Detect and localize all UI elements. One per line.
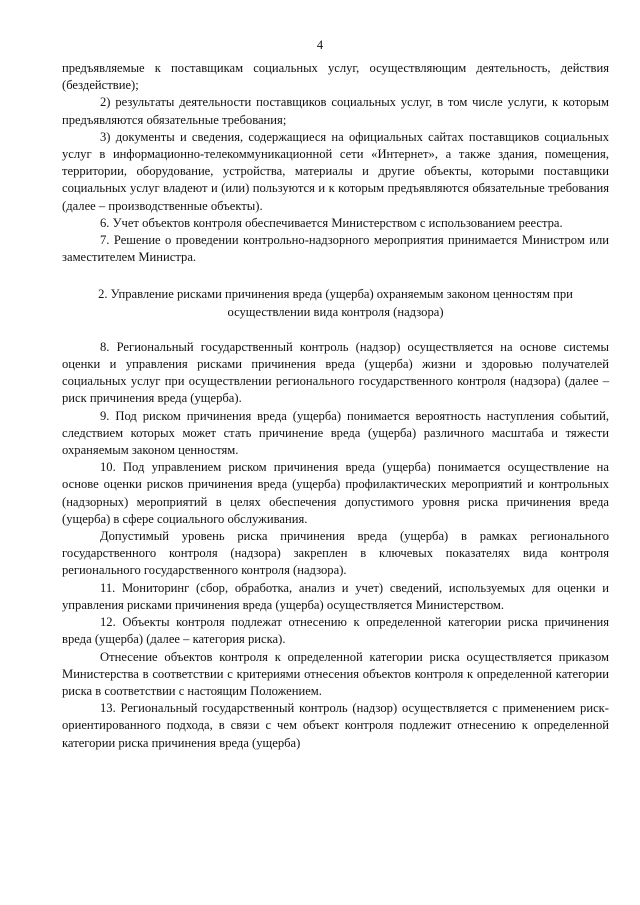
section-heading: 2. Управление рисками причинения вреда (ущерба) охраняемым законом ценностям при осуществлении вида контроля (надзора) (98, 287, 573, 319)
paragraph-7: 7. Решение о проведении контрольно-надзорного мероприятия принимается Министром или заместителем Министра. (62, 233, 609, 265)
paragraph-11: 11. Мониторинг (сбор, обработка, анализ и учет) сведений, используемых для оценки и управления рисками причинения вреда (ущерба) осуществляется Министерством. (62, 580, 609, 612)
page-number: 4 (316, 38, 324, 52)
paragraph-continuation: предъявляемые к поставщикам социальных услуг, осуществляющим деятельность, действия (бездействие); (62, 61, 609, 93)
paragraph-6: 6. Учет объектов контроля обеспечивается Министерством с использованием реестра. (100, 215, 563, 230)
document-body (62, 60, 609, 752)
paragraph-10: 10. Под управлением риском причинения вреда (ущерба) понимается осуществление на основе оценки рисков причинения вреда (ущерба) профилактических мероприятий и контрольных (надзорных) мероприятий в целях обеспечения допустимого уровня риска причинения вреда (ущерба) в сфере социального обслуживания. (62, 460, 609, 526)
paragraph-item-3: 3) документы и сведения, содержащиеся на официальных сайтах поставщиков социальных услуг в информационно-телекоммуникационной сети «Интернет», а также здания, помещения, территории, оборудование, устройства, материалы и другие объекты, которыми поставщики социальных услуг владеют и (или) пользуются и к которым предъявляются обязательные требования (далее – производственные объекты). (62, 129, 609, 213)
paragraph-8: 8. Региональный государственный контроль (надзор) осуществляется на основе системы оценки и управления рисками причинения вреда (ущерба) жизни и здоровью получателей социальных услуг при осуществлении регионального государственного контроля (надзора) (далее – риск причинения вреда (ущерба). (62, 339, 609, 406)
paragraph-acceptable-risk: Допустимый уровень риска причинения вреда (ущерба) в рамках регионального государственного контроля (надзора) закреплен в ключевых показателях вида контроля регионального государственного контроля (надзора). (62, 529, 609, 578)
paragraph-13: 13. Региональный государственный контроль (надзор) осуществляется с применением риск-ориентированного подхода, в связи с чем объект контроля подлежит отнесению к определенной категории риска причинения вреда (ущерба) (62, 701, 609, 750)
paragraph-risk-assignment: Отнесение объектов контроля к определенной категории риска осуществляется приказом Министерства в соответствии с критериями отнесения объектов контроля к определенной категории риска в соответствии с настоящим Положением. (62, 649, 609, 698)
paragraph-9: 9. Под риском причинения вреда (ущерба) понимается вероятность наступления событий, следствием которых может стать причинение вреда (ущерба) различного масштаба и тяжести охраняемым законом ценностям. (62, 408, 609, 458)
paragraph-item-2: 2) результаты деятельности поставщиков социальных услуг, в том числе услуги, к которым предъявляются обязательные требования; (62, 95, 609, 127)
paragraph-12: 12. Объекты контроля подлежат отнесению к определенной категории риска причинения вреда (ущерба) (далее – категория риска). (62, 615, 609, 647)
